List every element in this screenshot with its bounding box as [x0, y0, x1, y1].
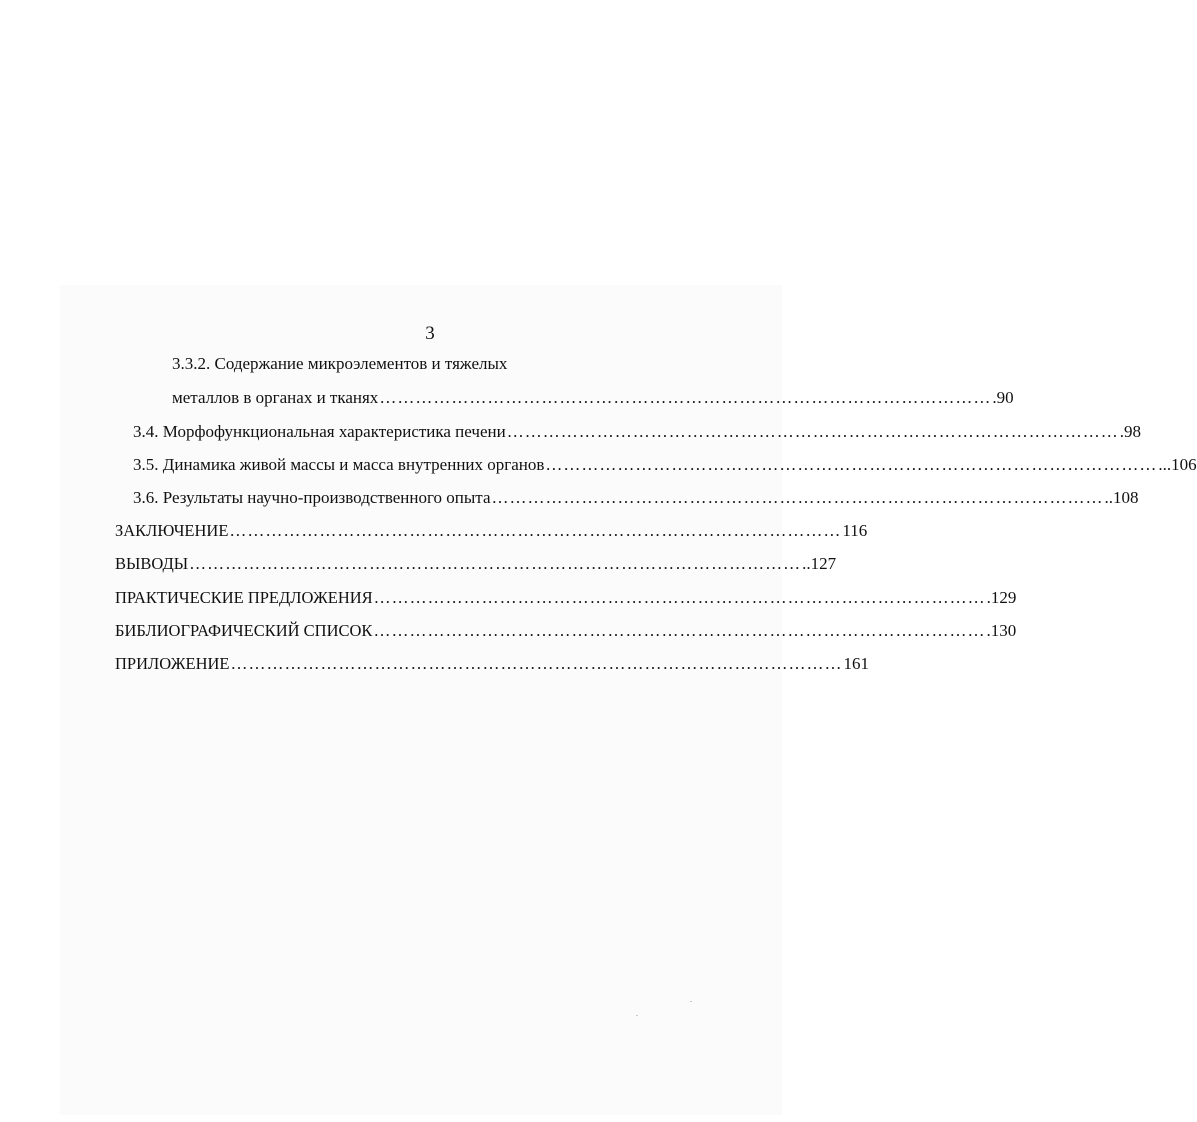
toc-item-title: металлов в органах и тканях	[172, 388, 379, 407]
dot-leader: …………………………………………………………………………………………	[506, 422, 1119, 441]
toc-item-proposals[interactable]	[115, 587, 1017, 609]
dot-leader: …………………………………………………………………………………………	[545, 455, 1158, 474]
toc-item-3-3-2-line1	[172, 353, 507, 375]
toc-item-title: БИБЛИОГРАФИЧЕСКИЙ СПИСОК	[115, 621, 373, 640]
dot-leader: …………………………………………………………………………………………	[229, 521, 842, 540]
toc-item-findings[interactable]	[115, 553, 837, 575]
toc-item-title: ПРИЛОЖЕНИЕ	[115, 654, 230, 673]
dot-leader: …………………………………………………………………………………………	[373, 588, 986, 607]
toc-item-page: ..127	[802, 554, 837, 573]
toc-item-3-5[interactable]	[133, 454, 1197, 476]
dot-leader: …………………………………………………………………………………………	[189, 554, 802, 573]
toc-item-conclusion[interactable]	[115, 520, 868, 542]
toc-item-page: 161	[843, 654, 869, 673]
toc-item-title: 3.4. Морфофункциональная характеристика печени	[133, 422, 506, 441]
toc-item-page: .129	[986, 588, 1017, 607]
dot-leader: …………………………………………………………………………………………	[230, 654, 843, 673]
toc-item-title: 3.3.2. Содержание микроэлементов и тяжелых	[172, 354, 508, 373]
toc-item-appendix[interactable]	[115, 653, 869, 675]
toc-item-page: ..108	[1104, 488, 1139, 507]
toc-item-title: ЗАКЛЮЧЕНИЕ	[115, 521, 229, 540]
scan-speck	[690, 1001, 692, 1002]
toc-item-3-3-2[interactable]	[172, 387, 1014, 409]
scan-speck	[636, 1015, 638, 1016]
scan-background	[60, 285, 782, 1115]
toc-item-title: 3.6. Результаты научно-производственного опыта	[133, 488, 491, 507]
dot-leader: …………………………………………………………………………………………	[373, 621, 986, 640]
toc-item-3-6[interactable]	[133, 487, 1139, 509]
toc-item-title: 3.5. Динамика живой массы и масса внутренних органов	[133, 455, 545, 474]
toc-item-bibliography[interactable]	[115, 620, 1017, 642]
dot-leader: …………………………………………………………………………………………	[379, 388, 992, 407]
toc-item-page: .90	[992, 388, 1014, 407]
toc-item-page: .98	[1119, 422, 1141, 441]
toc-item-title: ВЫВОДЫ	[115, 554, 189, 573]
dot-leader: …………………………………………………………………………………………	[491, 488, 1104, 507]
toc-item-page: .130	[986, 621, 1017, 640]
page-number: 3	[425, 323, 435, 344]
toc-item-page: ...106	[1158, 455, 1197, 474]
toc-item-title: ПРАКТИЧЕСКИЕ ПРЕДЛОЖЕНИЯ	[115, 588, 373, 607]
toc-item-3-4[interactable]	[133, 421, 1141, 443]
toc-item-page: 116	[842, 521, 868, 540]
